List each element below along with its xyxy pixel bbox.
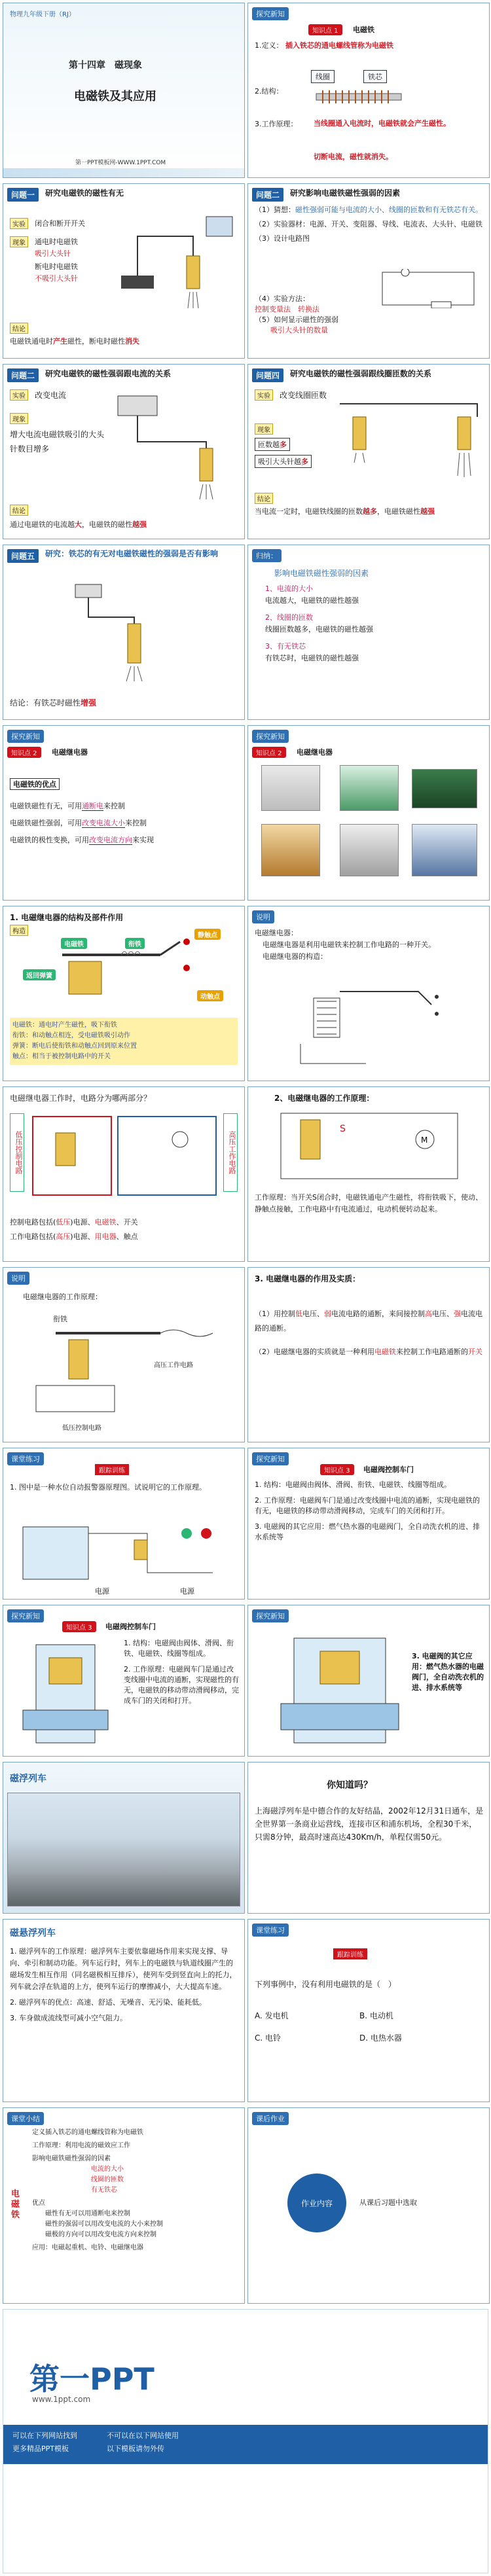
high-label: 高压工作电路 — [154, 1362, 193, 1369]
concl-label: 结论 — [255, 493, 273, 504]
chapter-title: 第十四章 磁现象 — [69, 60, 142, 71]
slide-electromagnet-def — [247, 3, 490, 178]
knowledge-badge: 知识点 2 — [7, 747, 41, 758]
cover-decor — [3, 168, 244, 177]
page-title: 电磁铁及其应用 — [74, 90, 156, 103]
concl-c: ，电磁铁的磁性 — [82, 520, 132, 529]
valve-diagram — [10, 1638, 121, 1749]
obs-1: 通电时电磁铁 — [35, 238, 78, 246]
exp-text: 改变线圈匝数 — [280, 391, 327, 400]
relay-schematic — [287, 978, 458, 1070]
turns-box: 匝数越多 — [255, 438, 290, 451]
working-diagram — [29, 1320, 226, 1418]
factor-1: 1、电流的大小 — [265, 584, 313, 593]
pins-box: 吸引大头针越多 — [255, 455, 312, 468]
concl-a: 通过电磁铁的电流越 — [10, 520, 75, 529]
core-diagram — [69, 578, 200, 683]
knowledge-title: 电磁铁 — [353, 26, 374, 34]
exp-label: 实验 — [10, 389, 28, 401]
core-label: 铁芯 — [363, 70, 387, 83]
option-c[interactable]: C. 电铃 — [255, 2033, 282, 2043]
label-moving-contact: 动触点 — [197, 990, 223, 1001]
section-tag: 探究新知 — [7, 1609, 44, 1622]
label-static-contact: 静触点 — [194, 929, 221, 940]
concl-b: 增强 — [81, 698, 97, 707]
slide-relay-working — [3, 1267, 245, 1442]
adv-2: 电磁铁磁性强弱，可用 — [10, 819, 82, 827]
label-spring: 返回弹簧 — [23, 969, 56, 980]
work-load: 用电器 — [94, 1232, 117, 1241]
coil-label: 线圈 — [311, 70, 335, 83]
section-tag: 探究新知 — [252, 1609, 289, 1622]
concl-c: 磁性，断电时磁性 — [67, 337, 125, 346]
cover-footer: 第一PPT模板网-WWW.1PPT.COM — [75, 160, 166, 166]
section-tag: 课堂练习 — [252, 1923, 289, 1937]
relay-photo-2 — [340, 765, 399, 811]
obs-label: 现象 — [10, 413, 28, 424]
struct-label: 构造 — [10, 925, 28, 936]
source-label-2: 电源 — [180, 1587, 194, 1596]
did-you-know-text: 上海磁浮列车是中德合作的友好结晶，2002年12月31日通车，是全世界第一条商业运营线，连接市区和浦东机场，全程30千米，只需8分钟，最高时速高达430Km/h，单程仅需50元。 — [255, 1806, 484, 1842]
section-tag: 课堂小结 — [7, 2112, 44, 2125]
circuit-split-diagram — [29, 1113, 219, 1198]
svg-text:M: M — [421, 1136, 428, 1145]
high-box: 高压工作电路 — [223, 1113, 238, 1192]
concl-a: 结论：有铁芯时磁性 — [10, 698, 81, 707]
footer-right-2: 以下模板请勿外传 — [107, 2444, 164, 2453]
relay-photo-6 — [412, 824, 477, 876]
relay-photo-1 — [261, 765, 320, 811]
exp-text: 闭合和断开开关 — [35, 219, 85, 228]
control-magnet: 电磁铁 — [94, 1218, 117, 1226]
concl-c: ，电磁铁磁性 — [377, 507, 420, 516]
exp-diagram — [115, 210, 239, 315]
slide-exercise-choice — [247, 1919, 490, 2102]
slide-maglev-text — [3, 1919, 245, 2102]
section-tag: 课堂练习 — [7, 1452, 44, 1465]
question-badge: 问题四 — [252, 368, 283, 382]
section-tag: 课后作业 — [252, 2112, 289, 2125]
slide-relay-photos — [247, 725, 490, 901]
question-title: 研究电磁铁的磁性强弱跟电流的关系 — [45, 369, 172, 378]
coil-diagram — [310, 80, 408, 113]
relay-photo-4 — [261, 824, 320, 876]
concl-d: 越强 — [420, 507, 435, 516]
armature-label: 衔铁 — [53, 1315, 67, 1323]
section-tag: 探究新知 — [252, 1452, 289, 1465]
map-factor-3: 有无铁芯 — [91, 2187, 117, 2194]
map-principle: 工作原理：利用电流的磁效应工作 — [32, 2142, 130, 2149]
adv-1: 电磁铁磁性有无，可用 — [10, 802, 82, 810]
section-tag: 归纳： — [252, 549, 282, 562]
slide-title: 1. 电磁继电器的结构及部件作用 — [10, 913, 124, 922]
slide-lesson-summary — [3, 2107, 245, 2304]
option-b[interactable]: B. 电动机 — [359, 2011, 393, 2020]
item-3-label: （3）设计电路图 — [255, 234, 310, 243]
slide-question-2-factors — [247, 183, 490, 359]
slide-question-turns — [247, 364, 490, 539]
explain-struct: 电磁继电器的构造： — [263, 952, 327, 961]
slide-relay-role: 3. 电磁继电器的作用及实质： （1）用控制低电压、弱电流电路的通断，来间接控制高电压、强电流电路的通断。 （2）电磁继电器的实质就是一种利用电磁铁来控制工作电路通断的开关 — [247, 1267, 490, 1442]
slide-title: 3. 电磁继电器的作用及实质： — [255, 1274, 361, 1283]
adv-3: 电磁铁的极性变换，可用 — [10, 836, 89, 844]
valve-p3: 3. 电磁阀的其它应用：燃气热水器的电磁阀门，全自动洗衣机的进、排水系统等 — [255, 1522, 480, 1541]
principle-num: 3.工作原理： — [255, 120, 298, 128]
valve-p2: 2. 工作原理：电磁阀车门是通过改变线圈中电流的通断，实现电磁铁的有无，电磁铁的移动带动滑阀移动，完成车门的关闭和打开。 — [255, 1496, 480, 1515]
slide-valve-diagram — [3, 1605, 245, 1757]
principle-diagram — [261, 1107, 477, 1185]
obs-text: 增大电流电磁铁吸引的大头针数目增多 — [10, 430, 105, 454]
knowledge-title: 电磁阀控制车门 — [105, 1622, 156, 1631]
section-tag: 说明 — [252, 910, 274, 923]
role-strong: 强 — [454, 1310, 461, 1318]
structure-label: 2.结构： — [255, 87, 283, 96]
principle-label: 工作原理： — [255, 1193, 291, 1202]
slide-relay-circuits: 电磁继电器工作时，电路分为哪两部分？ 低压控制电路 高压工作电路 控制电路包括(低压)电源、电磁铁、开关 工作电路包括(高压)电源、用电器、触点 — [3, 1086, 245, 1262]
concl-label: 结论 — [10, 323, 28, 334]
svg-text:S: S — [340, 1124, 346, 1134]
question-title: 研究电磁铁的磁性有无 — [45, 188, 124, 198]
obs-label: 现象 — [255, 423, 273, 435]
valve-app-diagram — [268, 1632, 412, 1749]
slide-relay-structure — [3, 906, 245, 1081]
obs-2: 吸引大头针 — [35, 249, 71, 258]
obs-label: 现象 — [10, 236, 28, 247]
item-4-method-2: 转换法 — [298, 305, 319, 313]
concl-label: 结论 — [10, 505, 28, 516]
question-title: 研究：铁芯的有无对电磁铁磁性的强弱是否有影响 — [45, 549, 219, 558]
slide-summary-factors — [247, 545, 490, 720]
item-5-text: 吸引大头针的数量 — [270, 326, 328, 334]
knowledge-title: 电磁阀控制车门 — [363, 1465, 414, 1474]
concl-d: 消失 — [125, 337, 139, 346]
explain-body: 电磁继电器是利用电磁铁来控制工作电路的一种开关。 — [263, 940, 435, 949]
control-low: 低压 — [56, 1218, 71, 1226]
def-text: 插入铁芯的通电螺线管称为电磁铁 — [285, 41, 393, 50]
footer-right-1: 不可以在以下网站使用 — [107, 2431, 179, 2440]
advantages-title: 电磁铁的优点 — [10, 778, 60, 790]
series-label: 物理九年级下册（RJ） — [10, 11, 75, 18]
current-diagram — [115, 389, 239, 501]
item-2-text: 电源、开关、变阻器、导线、电流表、大头针、电磁铁 — [310, 220, 482, 228]
option-a[interactable]: A. 发电机 — [255, 2011, 289, 2020]
exercise-text: 1. 图中是一种水位自动报警器原理图。试说明它的工作原理。 — [10, 1483, 206, 1492]
knowledge-badge: 知识点 2 — [252, 747, 286, 758]
slide-footer-brand — [3, 2309, 488, 2573]
homework-side: 从课后习题中选取 — [359, 2198, 417, 2207]
explain-head: 电磁继电器： — [255, 929, 298, 937]
section-tag: 说明 — [7, 1272, 29, 1285]
note-1: 电磁铁：通电时产生磁性，吸下衔铁 — [12, 1022, 117, 1029]
concl-d: 越强 — [132, 520, 147, 529]
map-factors: 影响电磁铁磁性强弱的因素 — [32, 2155, 111, 2162]
knowledge-badge: 知识点 3 — [62, 1621, 96, 1632]
principle-2: 切断电流，磁性就消失。 — [314, 152, 393, 161]
footer-bar — [3, 2425, 488, 2464]
slide-did-you-know — [247, 1762, 490, 1914]
slide-solenoid-valve — [247, 1448, 490, 1600]
source-label-1: 电源 — [95, 1587, 109, 1596]
principle-text: 当开关S闭合时，电磁铁通电产生磁性，将衔铁吸下，使动、静触点接触，工作电路中有电流通过，电动机便转动起来。 — [255, 1193, 482, 1213]
slide-question-core — [3, 545, 245, 720]
slide-homework — [247, 2107, 490, 2304]
option-d[interactable]: D. 电热水器 — [359, 2033, 402, 2043]
alarm-diagram — [16, 1514, 232, 1586]
label-armature: 衔铁 — [125, 938, 145, 949]
map-advantages: 优点 — [32, 2200, 45, 2207]
map-factor-1: 电流的大小 — [91, 2166, 124, 2173]
footer-left-2: 更多精品PPT模板 — [12, 2444, 69, 2453]
low-box: 低压控制电路 — [10, 1113, 24, 1192]
relay-photo-3 — [412, 769, 477, 808]
notes-box — [10, 1018, 238, 1065]
label-electromagnet: 电磁铁 — [61, 938, 87, 949]
obs-3: 断电时电磁铁 — [35, 262, 78, 271]
summary-title: 影响电磁铁磁性强弱的因素 — [274, 569, 369, 578]
factor-3-desc: 有铁芯时，电磁铁的磁性越强 — [265, 654, 359, 662]
factor-2: 2、线圈的匝数 — [265, 613, 313, 622]
knowledge-title: 电磁继电器 — [297, 748, 333, 757]
question-badge: 问题一 — [7, 188, 39, 202]
concl-b: 产生 — [53, 337, 67, 346]
role-low: 低 — [295, 1310, 302, 1318]
slide-relay-intro: 探究新知 知识点 2 电磁继电器 电磁铁的优点 电磁铁磁性有无，可用通断电来控制 电磁铁磁性强弱，可用改变电流大小来控制 电磁铁的极性变换，可用改变电流方向来实现 — [3, 725, 245, 901]
question-badge: 问题二 — [252, 188, 283, 202]
map-adv-1: 磁性有无可以用通断电来控制 — [45, 2210, 130, 2217]
factor-1-desc: 电流越大，电磁铁的磁性越强 — [265, 596, 359, 605]
work-high: 高压 — [56, 1232, 71, 1241]
item-1-label: （1）猜想： — [255, 206, 295, 214]
slide-relay-explain — [247, 906, 490, 1081]
item-5-label: （5）如何显示磁性的强弱 — [255, 315, 338, 324]
principle-1: 当线圈通入电流时，电磁铁就会产生磁性。 — [314, 119, 450, 128]
slide-maglev-photo — [3, 1762, 245, 1914]
maglev-p2: 2. 磁浮列车的优点：高速、舒适、无噪音、无污染、能耗低。 — [10, 1998, 206, 2007]
exp-text: 改变电流 — [35, 391, 67, 400]
obs-4: 不吸引大头针 — [35, 274, 78, 283]
question-badge: 问题二 — [7, 368, 39, 382]
turns-diagram — [333, 391, 484, 489]
tracking-badge: 跟踪训练 — [95, 1464, 129, 1475]
map-def: 定义插入铁芯的通电螺线管称为电磁铁 — [32, 2129, 143, 2136]
role-weak: 弱 — [324, 1310, 331, 1318]
footer-left-1: 可以在下列网站找到 — [12, 2431, 77, 2440]
slide-title: 电磁继电器工作时，电路分为哪两部分？ — [10, 1094, 152, 1103]
concl-b: 大 — [75, 520, 82, 529]
adv-1-answer: 通断电 — [82, 802, 103, 810]
role-magnet: 电磁铁 — [374, 1348, 396, 1356]
note-4: 触点：相当于被控制电路中的开关 — [12, 1053, 111, 1060]
slide-relay-principle — [247, 1086, 490, 1262]
concl-a: 当电流一定时，电磁铁线圈的匝数 — [255, 507, 363, 516]
homework-center: 作业内容 — [287, 2174, 346, 2232]
slide-title: 磁浮列车 — [10, 1774, 46, 1784]
mindmap-root: 电磁铁 — [11, 2189, 20, 2220]
factor-2-desc: 线圈匝数越多，电磁铁的磁性越强 — [265, 625, 373, 634]
tracking-badge: 跟踪训练 — [333, 1948, 367, 1959]
valve-p2: 2. 工作原理：电磁阀车门是通过改变线圈中电流的通断，实现磁性的有无，电磁铁的移动带动滑阀移动，完成车门的关闭和打开。 — [124, 1665, 239, 1705]
slide-title: 磁悬浮列车 — [10, 1928, 56, 1939]
question-title: 研究影响电磁铁磁性强弱的因素 — [290, 188, 401, 198]
maglev-photo — [7, 1793, 240, 1906]
slide-question-current — [3, 364, 245, 539]
note-3: 弹簧：断电后使衔铁和动触点回到原来位置 — [12, 1043, 137, 1050]
slide-title: 你知道吗？ — [327, 1780, 373, 1791]
valve-p1: 1. 结构：电磁阀由阀体、滑阀、衔铁、电磁铁、线圈等组成。 — [124, 1639, 234, 1658]
factor-3: 3、有无铁芯 — [265, 642, 306, 651]
map-applications: 应用：电磁起重机、电铃、电磁继电器 — [32, 2244, 143, 2251]
role-switch: 开关 — [468, 1348, 482, 1356]
map-factor-2: 线圈的匝数 — [91, 2176, 124, 2183]
maglev-p1: 1. 磁浮列车的工作原理：磁浮列车主要依靠磁场作用来实现支撑、导向、牵引和制动功能。列车运行时，列车上的电磁铁与轨道线圈产生的磁场发生相互作用（同名磁极相互排斥），使列车受到竖直向上的托力，列车就会浮在轨道的上方，使列车运行的摩擦减小，大大提高车速。 — [10, 1947, 237, 1991]
knowledge-title: 电磁继电器 — [52, 748, 88, 757]
maglev-p3: 3. 车身做成流线型可减小空气阻力。 — [10, 2014, 127, 2022]
brand-url: www.1ppt.com — [32, 2395, 91, 2404]
map-adv-2: 磁性的强弱可以用改变电流的大小来控制 — [45, 2221, 163, 2228]
concl-a: 电磁铁通电时 — [10, 337, 53, 346]
valve-app-text: 3. 电磁阀的其它应用：燃气热水器的电磁阀门，全自动洗衣机的进、排水系统等 — [412, 1652, 484, 1692]
def-num: 1.定义： — [255, 41, 283, 50]
item-1-text: 磁性强弱可能与电流的大小、线圈的匝数和有无铁芯有关。 — [295, 206, 482, 214]
relay-photo-5 — [340, 824, 399, 876]
exp-label: 实验 — [10, 218, 28, 229]
valve-p1: 1. 结构：电磁阀由阀体、滑阀、衔铁、电磁铁、线圈等组成。 — [255, 1480, 451, 1489]
slide-exercise-alarm — [3, 1448, 245, 1600]
slide-title: 2、电磁继电器的工作原理： — [274, 1094, 374, 1103]
item-4-method-1: 控制变量法 — [255, 305, 291, 313]
role-high: 高 — [425, 1310, 432, 1318]
map-adv-3: 磁极的方向可以用改变电流方向来控制 — [45, 2231, 156, 2238]
item-4-label: （4）实验方法： — [255, 295, 310, 303]
adv-3-answer: 改变电流方向 — [89, 836, 132, 844]
slide-valve-application — [247, 1605, 490, 1757]
section-tag: 探究新知 — [7, 730, 44, 743]
question-badge: 问题五 — [7, 549, 39, 563]
slide-question-1 — [3, 183, 245, 359]
question-title: 研究电磁铁的磁性强弱跟线圈匝数的关系 — [290, 369, 432, 378]
section-tag: 探究新知 — [252, 730, 289, 743]
knowledge-badge: 知识点 3 — [320, 1464, 354, 1475]
exp-label: 实验 — [255, 389, 273, 401]
low-label: 低压控制电路 — [62, 1425, 101, 1432]
brand-logo: 第一PPT — [29, 2361, 155, 2397]
slide-cover — [3, 3, 245, 178]
concl-b: 越多 — [363, 507, 377, 516]
question-text: 下列事例中，没有利用电磁铁的是（ ） — [255, 1980, 397, 1989]
slide-title: 电磁继电器的工作原理： — [23, 1293, 102, 1301]
note-2: 衔铁：和动触点相连，受电磁铁吸引动作 — [12, 1032, 130, 1039]
item-2-label: （2）实验器材： — [255, 220, 310, 228]
adv-2-answer: 改变电流大小 — [82, 819, 125, 827]
section-tag: 探究新知 — [252, 7, 289, 20]
knowledge-badge: 知识点 1 — [308, 24, 342, 35]
